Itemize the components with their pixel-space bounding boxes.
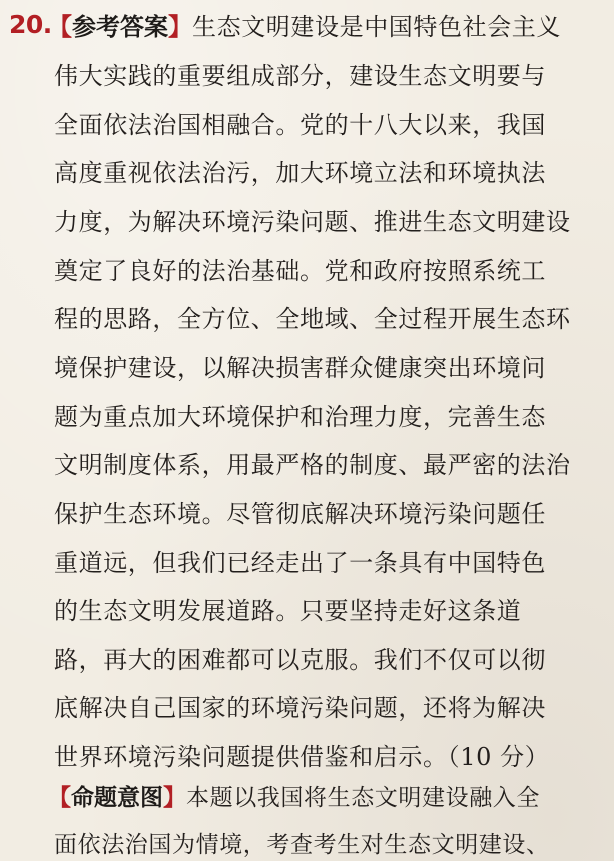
answer-line-1: 【参考答案】生态文明建设是中国特色社会主义 [48,13,561,41]
answer-line-13: 的生态文明发展道路。只要坚持走好这条道 [54,597,522,625]
answer-line-5: 力度，为解决环境污染问题、推进生态文明建设 [54,208,571,236]
answer-tag: 【参考答案】 [48,13,192,41]
answer-line-3: 全面依法治国相融合。党的十八大以来，我国 [54,111,546,139]
answer-line-9: 题为重点加大环境保护和治理力度，完善生态 [54,403,546,431]
answer-line-2: 伟大实践的重要组成部分，建设生态文明要与 [54,62,546,90]
answer-line-11: 保护生态环境。尽管彻底解决环境污染问题任 [54,500,546,528]
answer-line-4: 高度重视依法治污，加大环境立法和环境执法 [54,159,546,187]
answer-line-7: 程的思路，全方位、全地域、全过程开展生态环 [54,305,571,333]
answer-line-12: 重道远，但我们已经走出了一条具有中国特色 [54,549,546,577]
answer-line-15: 底解决自己国家的环境污染问题，还将为解决 [54,694,546,722]
answer-line-16: 世界环境污染问题提供借鉴和启示。（10 分） [54,743,550,771]
question-number: 20. [9,10,52,39]
answer-line-8: 境保护建设，以解决损害群众健康突出环境问 [54,354,546,382]
answer-line-10: 文明制度体系，用最严格的制度、最严密的法治 [54,451,571,479]
answer-line-6: 奠定了良好的法治基础。党和政府按照系统工 [54,257,546,285]
answer-line-14: 路，再大的困难都可以克服。我们不仅可以彻 [54,646,546,674]
intent-line-2: 面依法治国为情境，考查考生对生态文明建设、 [54,832,550,858]
intent-line-1: 【命题意图】本题以我国将生态文明建设融入全 [48,785,540,811]
intent-tag: 【命题意图】 [48,785,186,811]
